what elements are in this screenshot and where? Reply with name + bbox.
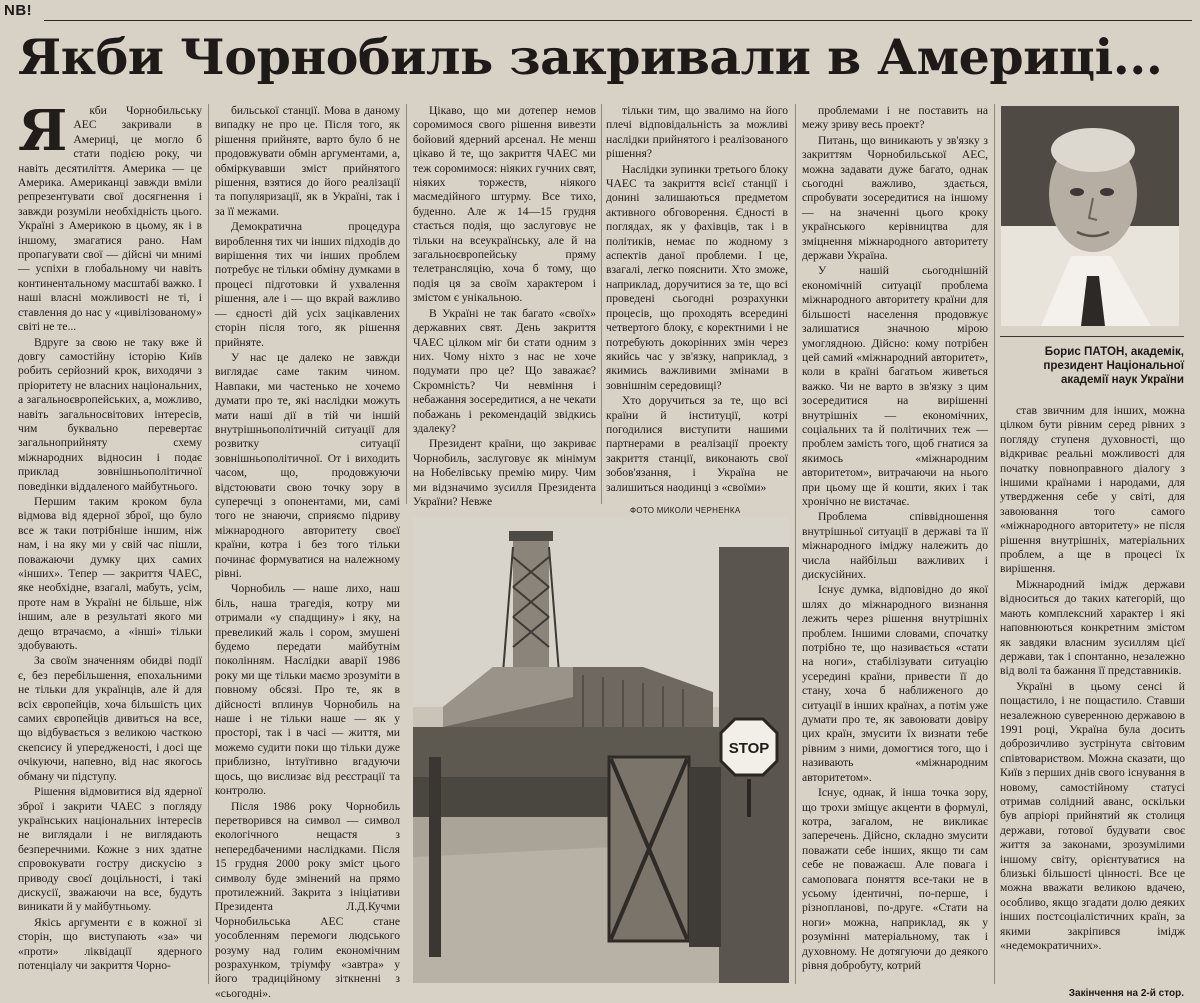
paragraph: став звичним для інших, можна цілком бути рівним серед рівних з погляду ступеня духовності, що відкриває реальні можливості для початку повноправного діалогу з іншими країнами і народами, для утвердження себе у світі, для завоювання того самого «міжнародного авторитету» не після рішення внутрішніх, матеріальних проблем, а ще в процесі їх вирішення. — [1000, 404, 1185, 576]
chernobyl-plant-photo — [413, 517, 789, 983]
paragraph: Першим таким кроком була відмова від ядерної зброї, що було все ж таки потрібніше іншим, ніж нам, і на яку ми у свій час пішли, поважаючи думку цих самих «інших». Тепер — закриття ЧАЕС, яке необхідне, взагалі, мабуть, усім, проте нам в Україні не більше, ніж іншим, але в результаті якого ми дещо втрачаємо, а «інші» тільки здобувають. — [18, 494, 202, 653]
column-divider — [208, 104, 209, 984]
paragraph: бильської станції. Мова в даному випадку не про це. Після того, як рішення прийняте, варто було б не продовжувати обмін аргументами, а, обміркувавши зміст прийнятого рішення, взятися до його реалізації та популяризації, як в Україні, так і за її межами. — [215, 104, 400, 218]
paragraph: Вдруге за свою не таку вже й довгу самостійну історію Київ робить серйозний крок, виходячи з пріоритету не власних національних, а загальноєвропейських, а, можливо, навіть загальносвітових інтересів, чим буквально перевертає загальноприйняту схему міжнародних відносин і подає приклад зовнішньополітичної поведінки віддаленого майбутнього. — [18, 335, 202, 493]
paragraph: Президент країни, що закриває Чорнобиль, заслуговує як мінімум на Нобелівську премію миру. Чим ми відзначимо зусилля Президента України? Невже — [413, 437, 596, 508]
article-column-5 — [802, 104, 988, 994]
paragraph: тільки тим, що звалимо на його плечі відповідальність за можливі наслідки прийнятого і реалізованого рішення? — [606, 104, 788, 161]
caption-rule — [1000, 336, 1184, 337]
article-column-6 — [1000, 404, 1185, 974]
paragraph: У нашій сьогоднішній економічній ситуації проблема міжнародного авторитету країни для більшості населення продовжує залишатися значною мірою умоглядною. Дійсно: кому потрібен цей самий «міжнародний авторитет», коли в країні багатьом живеться важко. Чи не варто в зв'язку з цим зосередитися на вирішенні внутрішніх — економічних, соціальних та й політичних теж — проблем замість того, щоб гнатися за якимось «міжнародним авторитетом», витрачаючи на нього при цьому ще й кошти, яких і так хронічно не вистачає. — [802, 264, 988, 508]
paragraph: За своїм значенням обидві події є, без перебільшення, епохальними не тільки для українців, але й для всіх європейців, хоча більшість цих самих європейців дивиться на все, що відбувається з великою часткою скепсису й упередженості, і досі ще очікуючи, напевно, від нас якогось обману чи підступу. — [18, 654, 202, 783]
paragraph: Чорнобиль — наше лихо, наш біль, наша трагедія, котру ми отримали «у спадщину» і яку, на превеликий жаль і сором, змушені будемо передати майбутнім поколінням. Наслідки аварії 1986 року ми ще тільки маємо зрозуміти в повному обсязі. Про те, як в дійсності вплинув Чорнобиль на наше і не тільки наше — як у просторі, так і в часі — життя, ми можемо судити поки що тільки дуже приблизно, інтуїтивно вгадуючи щось, що вислизає від реєстрації та контролю. — [215, 582, 400, 798]
paragraph: Існує думка, відповідно до якої шлях до міжнародного визнання лежить через рішення внутрішніх проблем. Іншими словами, спочатку потрібно те, що називається «стати на ноги», стабілізувати ситуацію усередині країни, привести її до стану, хоча б наближеного до ситуації в інших країнах, а потім уже думати про те, як завоювати довіру цих країн, змусити їх визнати тебе рівним з ними, домогтися того, що і називають «міжнародним авторитетом». — [802, 583, 988, 784]
dropcap: Я — [18, 98, 68, 164]
author-portrait — [1001, 106, 1179, 326]
article-column-1 — [18, 98, 202, 994]
article-column-4 — [606, 104, 788, 502]
paragraph: У нас це далеко не завжди виглядає саме таким чином. Навпаки, ми частенько не хочемо думати про те, які наслідки можуть мати наші дії в тій чи іншій внутрішньополітичній ситуації для розвитку ситуації зовнішньополітичної. От і виходить часом, що, продовжуючи відстоювати свою точку зору в суперечці з опонентами, ми, самі того не знаючи, сприяємо підриву міжнародного авторитету своєї країни, котра і без того тільки починає формуватися на належному рівні. — [215, 350, 400, 580]
headline: Якби Чорнобиль закривали в Америці... — [18, 28, 1163, 86]
photo-credit: ФОТО МИКОЛИ ЧЕРНЕНКА — [630, 506, 741, 515]
paragraph: Якісь аргументи є в кожної зі сторін, що виступають «за» чи «проти» ліквідації ядерного потенціалу чи закриття Чорно- — [18, 915, 202, 972]
portrait-caption: Борис ПАТОН, академік, президент Національної академії наук України — [1043, 345, 1184, 386]
paragraph: Після 1986 року Чорнобиль перетворився на символ — символ екологічного нещастя з непередбаченими наслідками. Після 15 грудня 2000 року зміст цього символу буде змінений на прямо протилежний. Закрита з ініціативи Президента Л.Д.Кучми Чорнобильська АЕС стане уособленням перемоги людського розуму над голим економічним розрахунком, тріумфу «завтра» у його традиційному зіткненні з «сьогодні». — [215, 799, 400, 1000]
paragraph: Цікаво, що ми дотепер немов соромимося свого рішення вивезти бойовий ядерний арсенал. Не менш цікаво й те, що закриття ЧАЕС ми теж соромимося: ніяких гучних свят, ніяких торжеств, ніякого масмедійного штурму. Все тихо, буденно. Але ж 14—15 грудня стається подія, що заслуговує не тільки на всеукраїнську, але й на загальноєвропейську пряму телетрансляцію, хоча б тому, що подія ця за своїм характером і змістом є унікальною. — [413, 104, 596, 305]
column-divider — [994, 104, 995, 984]
paragraph: Питань, що виникають у зв'язку з закриттям Чорнобильської АЕС, можна задавати дуже багато, однак сьогодні важливо, здається, спробувати зосередитися на іншому — на значенні цього кроку українського керівництва для зміцнення міжнародного авторитету держави Україна. — [802, 133, 988, 263]
stop-sign-text: STOP — [728, 740, 770, 757]
column-divider — [601, 104, 602, 504]
column-divider — [795, 104, 796, 984]
paragraph: Наслідки зупинки третього блоку ЧАЕС та закриття всієї станції і донині залишаються предметом активного обговорення. Єдності в поглядах, як у фахівців, так і в політиків, немає по жодному з аспектів даної проблеми. І це, взагалі, легко пояснити. Хто зможе, наприклад, доручитися за те, що всі проведені сьогодні розрахунки процесів, що проходять всередині четвертого блоку, є коректними і не потребують докорінних змін через якийсь час у зв'язку, наприклад, з якимись важливими змінами в зовнішнім середовищі? — [606, 162, 788, 392]
paragraph: Хто доручиться за те, що всі країни й інституції, котрі погодилися виступити нашими партнерами в реалізації проекту закриття станції, виконають свої зобов'язання, і Україна не залишиться наодинці з «своїми» — [606, 394, 788, 494]
section-tag: NB! — [4, 2, 33, 19]
column-divider — [406, 104, 407, 504]
article-column-2 — [215, 104, 400, 1000]
paragraph: Проблема співвідношення внутрішньої ситуації в державі та її міжнародного іміджу належить до числа найбільш важливих і дискусійних. — [802, 510, 988, 581]
article-column-3 — [413, 104, 596, 508]
continued-note: Закінчення на 2-й стор. — [1068, 988, 1184, 999]
top-rule — [44, 20, 1192, 21]
paragraph: Існує, однак, й інша точка зору, що трохи зміщує акценти в формулі, котра, загалом, не викликає заперечень. Дійсно, складно змусити поважати себе інших, якщо ти сам себе не поважаєш. Але повага і самоповага поняття все-таки не в усьому ідентичні, по-перше, і різнопланові, по-друге. «Стати на ноги» можна, наприклад, як у розумінні матеріальному, так і духовному. Не дотягуючи до деякого рівня добробуту, котрий — [802, 786, 988, 972]
paragraph: Україні в цьому сенсі й пощастило, і не пощастило. Ставши незалежною суверенною державою в 1991 році, Україна була досить доброзичливо зустрінута світовим співтовариством. Можна сказати, що Київ з перших днів свого існування в новому, самостійному статусі отримав солідний аванс, оскільки був апріорі прийнятий як столиця держави, готової будувати своє життя за законами, зрозумілими іншому світу, орієнтуватися на близькі більшості цінності. Все це можна вважати великою вдачею, особливо, якщо згадати долю деяких інших постсоціалістичних країн, за якими закріпився імідж «недемократичних». — [1000, 679, 1185, 953]
chernobyl-photo-illustration — [413, 517, 789, 983]
portrait-illustration — [1001, 106, 1179, 326]
paragraph: кби Чорнобильську АЕС закривали в Америці, це могло б стати подією року, чи навіть десятиліття. Америка — це Америка. Американці завжди вміли репрезентувати свої досягнення і завжди розуміли необхідність цього. Україні з Америкою в цьому, як і в іншому, змагатися рано. Нам пропагувати свої — дійсні чи мнимі — успіхи в глобальному чи навіть континентальному масштабі важко. І наші власні можливості не ті, і ставлення до нас у «цивілізованому» світі не те... — [18, 104, 202, 334]
paragraph: Рішення відмовитися від ядерної зброї і закрити ЧАЕС з погляду українських національних інтересів не виглядали і не виглядають безперечними. Кожне з них здатне спровокувати гостру дискусію з приводу своєї доцільності, і такі дискусії, зважаючи на все, будуть виникати й у майбутньому. — [18, 785, 202, 914]
paragraph: Міжнародний імідж держави відноситься до таких категорій, що мають комплексний характер і які наповнюються конкретним змістом як завдяки власним зусиллям цієї держави, так і спонтанно, незалежно від волі та бажання її представників. — [1000, 577, 1185, 678]
paragraph: В Україні не так багато «своїх» державних свят. День закриття ЧАЕС цілком міг би стати одним з них. Чому ніхто з нас не хоче подумати про це? Що заважає? Скромність? Чи невміння і небажання зосередитися, а не чекати побажань і рекомендацій звідкись здалеку? — [413, 306, 596, 435]
paragraph: проблемами і не поставить на межу зриву весь проект? — [802, 104, 988, 132]
paragraph: Демократична процедура вироблення тих чи інших підходів до вирішення тих чи інших проблем потребує не тільки обміну думками в процесі підготовки й ухвалення рішення, але і — що вкрай важливо — єдності дій усіх зацікавлених сторін після того, як рішення прийняте. — [215, 220, 400, 349]
